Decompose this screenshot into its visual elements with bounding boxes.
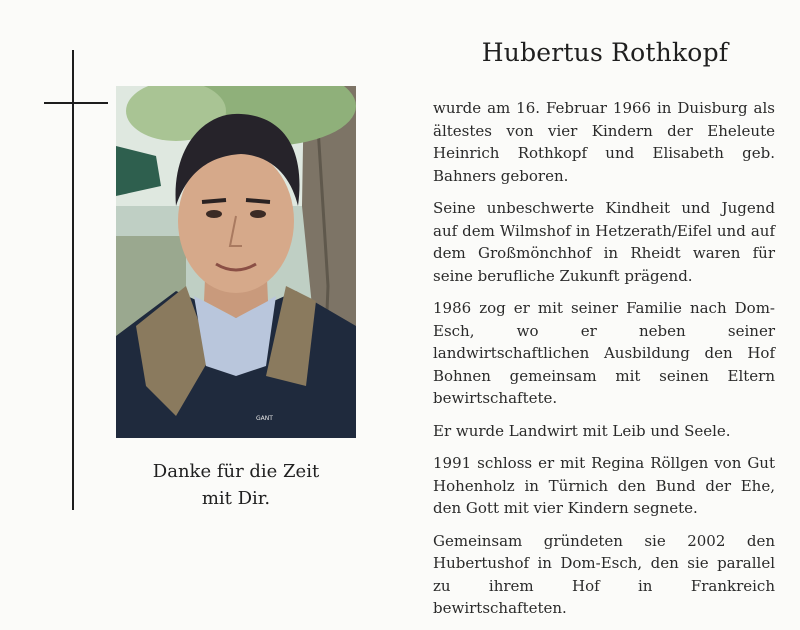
bio-paragraph: wurde am 16. Februar 1966 in Duisburg als ältestes von vier Kindern der Eheleute Heinrich Rothkopf und Elisabeth geb. Bahners geboren. <box>433 99 775 185</box>
caption-line-1: Danke für die Zeit <box>152 461 320 482</box>
bio-paragraph: Gemeinsam gründeten sie 2002 den Hubertushof in Dom-Esch, den sie parallel zu ihrem Hof in Frankreich bewirtschafteten. <box>433 531 775 617</box>
portrait-photo <box>116 86 356 438</box>
caption-line-2: mit Dir. <box>201 488 271 509</box>
cross-vertical-bar <box>72 50 74 510</box>
bio-paragraph: 1986 zog er mit seiner Familie nach Dom-Esch, wo er neben seiner landwirtschaftlichen Ausbildung den Hof Bohnen gemeinsam mit seinen Eltern bewirtschaftete. <box>433 299 775 407</box>
bio-paragraph: Seine unbeschwerte Kindheit und Jugend auf dem Wilmshof in Hetzerath/Eifel und auf dem Großmönchhof in Rheidt waren für seine berufliche Zukunft prägend. <box>433 199 775 285</box>
cross-horizontal-bar <box>44 102 108 104</box>
bio-paragraph: 1991 schloss er mit Regina Röllgen von Gut Hohenholz in Türnich den Bund der Ehe, den Gott mit vier Kindern segnete. <box>433 454 775 517</box>
deceased-name: Hubertus Rothkopf <box>481 38 729 67</box>
portrait-illustration <box>116 86 356 438</box>
caption <box>116 458 356 512</box>
shirt-logo: GANT <box>256 415 273 422</box>
biography-text <box>433 97 775 630</box>
bio-paragraph: Er wurde Landwirt mit Leib und Seele. <box>433 421 731 440</box>
